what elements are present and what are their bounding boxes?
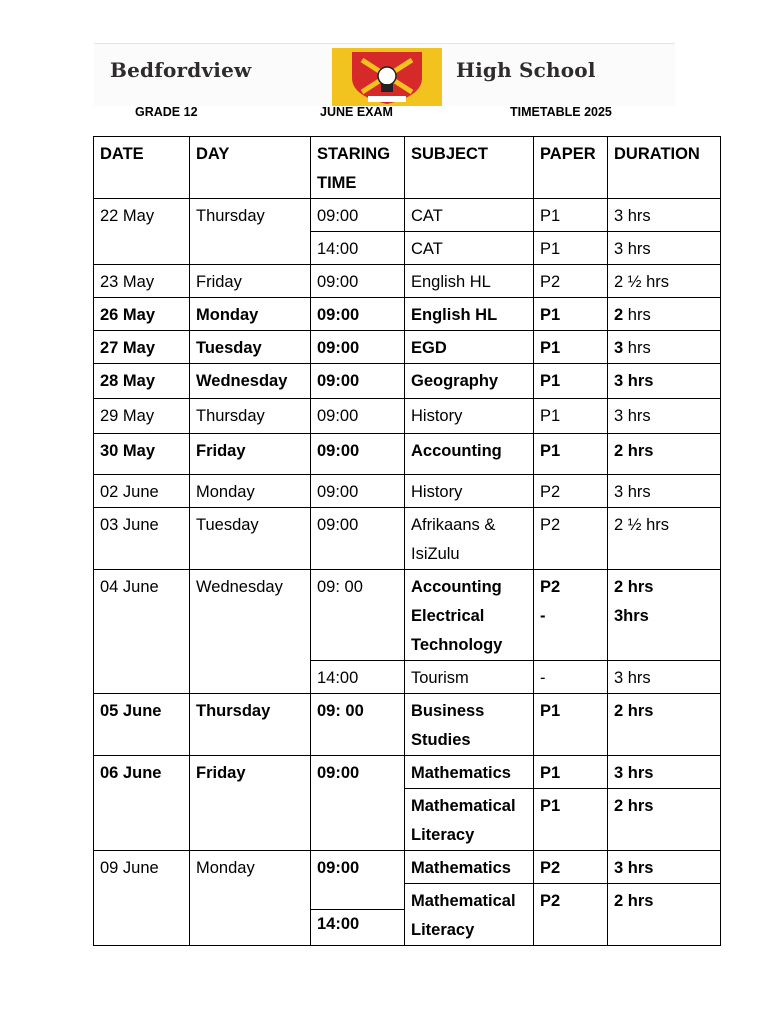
row-date: 05 June [94, 694, 190, 756]
row-time: 09:00 [311, 475, 405, 508]
header-day: DAY [190, 137, 311, 199]
row-subject [405, 694, 534, 756]
header-duration: DURATION [608, 137, 721, 199]
row-date: 29 May [94, 399, 190, 434]
row-day: Monday [190, 475, 311, 508]
header-time-line1: STARING [317, 145, 391, 163]
row-subject: History [405, 399, 534, 434]
row-duration: 2 hrs [608, 789, 721, 851]
time-slot-afternoon: 14:00 [317, 915, 360, 933]
row-paper: P1 [534, 298, 608, 331]
row-time: 09:00 [311, 434, 405, 475]
exam-timetable [93, 136, 721, 946]
row-day: Wednesday [190, 364, 311, 399]
row-day: Thursday [190, 399, 311, 434]
row-subject: History [405, 475, 534, 508]
table-row [94, 265, 721, 298]
table-row [94, 508, 721, 570]
row-duration: 3 hrs [608, 364, 721, 399]
row-paper: P1 [534, 694, 608, 756]
row-duration: 2 hrs [608, 694, 721, 756]
row-time: 14:00 [311, 232, 405, 265]
paper-line: - [540, 607, 546, 625]
header-paper: PAPER [534, 137, 608, 199]
row-time: 09:00 [311, 199, 405, 232]
subject-line: Mathematical [411, 892, 516, 910]
row-duration: 2 hrs [608, 884, 721, 946]
row-date: 26 May [94, 298, 190, 331]
row-duration: 3 hrs [608, 661, 721, 694]
row-date: 28 May [94, 364, 190, 399]
header-subject: SUBJECT [405, 137, 534, 199]
row-day: Friday [190, 434, 311, 475]
row-duration [608, 298, 721, 331]
row-date: 22 May [94, 199, 190, 265]
row-time: 09:00 [311, 399, 405, 434]
header-date: DATE [94, 137, 190, 199]
row-day: Monday [190, 851, 311, 946]
subject-line: Technology [411, 636, 503, 654]
row-time: 09: 00 [311, 694, 405, 756]
row-date: 09 June [94, 851, 190, 946]
row-paper [534, 570, 608, 661]
row-duration: 2 ½ hrs [608, 508, 721, 570]
row-subject: Geography [405, 364, 534, 399]
row-subject: English HL [405, 298, 534, 331]
row-day: Thursday [190, 694, 311, 756]
table-row [94, 298, 721, 331]
row-paper: P1 [534, 331, 608, 364]
row-time: 09:00 [311, 298, 405, 331]
row-subject: Mathematics [405, 756, 534, 789]
table-row [94, 364, 721, 399]
row-time: 09:00 [311, 364, 405, 399]
exam-label: JUNE EXAM [320, 105, 393, 119]
table-row [94, 475, 721, 508]
paper-line: P2 [540, 578, 561, 596]
row-day: Tuesday [190, 508, 311, 570]
header-time [311, 137, 405, 199]
row-time: 14:00 [311, 661, 405, 694]
row-subject: EGD [405, 331, 534, 364]
row-paper: P1 [534, 199, 608, 232]
table-row [94, 694, 721, 756]
time-slot-morning: 09:00 [311, 851, 404, 910]
grade-label: GRADE 12 [135, 105, 198, 119]
subject-line: Literacy [411, 921, 475, 939]
table-row [94, 199, 721, 232]
row-time: 09:00 [311, 508, 405, 570]
table-row [94, 434, 721, 475]
row-day: Wednesday [190, 570, 311, 694]
row-paper: P1 [534, 364, 608, 399]
school-name-left: Bedfordview [110, 58, 252, 82]
row-duration [608, 331, 721, 364]
row-duration [608, 570, 721, 661]
header-row [94, 137, 721, 199]
row-date: 30 May [94, 434, 190, 475]
row-day: Tuesday [190, 331, 311, 364]
row-time: 09:00 [311, 265, 405, 298]
row-day: Monday [190, 298, 311, 331]
row-paper: P1 [534, 232, 608, 265]
school-name-right: High School [456, 58, 596, 82]
row-time: 09: 00 [311, 570, 405, 661]
row-subject [405, 570, 534, 661]
row-day: Friday [190, 756, 311, 851]
header-time-line2: TIME [317, 174, 357, 192]
row-paper: P2 [534, 851, 608, 884]
row-paper: P2 [534, 265, 608, 298]
subject-line: Studies [411, 731, 471, 749]
duration-number: 3 [614, 339, 624, 357]
duration-line: 2 hrs [614, 578, 654, 596]
row-time [311, 851, 405, 946]
row-duration: 3 hrs [608, 199, 721, 232]
row-subject [405, 508, 534, 570]
subject-line: Afrikaans & [411, 516, 496, 534]
school-crest-logo [332, 48, 442, 106]
row-day: Thursday [190, 199, 311, 265]
timetable-label: TIMETABLE 2025 [510, 105, 612, 119]
duration-line: 3hrs [614, 607, 649, 625]
school-banner [94, 43, 675, 106]
row-day: Friday [190, 265, 311, 298]
row-subject: English HL [405, 265, 534, 298]
row-duration: 3 hrs [608, 399, 721, 434]
row-subject: Accounting [405, 434, 534, 475]
duration-unit: hrs [623, 306, 651, 324]
row-paper: P1 [534, 399, 608, 434]
row-paper: P1 [534, 434, 608, 475]
row-duration: 3 hrs [608, 475, 721, 508]
subject-line: IsiZulu [411, 545, 460, 563]
row-paper: - [534, 661, 608, 694]
row-paper: P1 [534, 789, 608, 851]
row-time: 09:00 [311, 756, 405, 851]
table-row [94, 399, 721, 434]
row-date: 06 June [94, 756, 190, 851]
row-date: 27 May [94, 331, 190, 364]
row-subject: CAT [405, 199, 534, 232]
row-date: 02 June [94, 475, 190, 508]
row-duration: 3 hrs [608, 851, 721, 884]
row-duration: 3 hrs [608, 756, 721, 789]
row-duration: 2 hrs [608, 434, 721, 475]
row-duration: 2 ½ hrs [608, 265, 721, 298]
subject-line: Accounting [411, 578, 502, 596]
row-paper: P2 [534, 884, 608, 946]
subject-line: Mathematical [411, 797, 516, 815]
row-date: 03 June [94, 508, 190, 570]
row-subject: Tourism [405, 661, 534, 694]
subject-line: Literacy [411, 826, 475, 844]
subject-line: Electrical [411, 607, 485, 625]
duration-unit: hrs [623, 339, 651, 357]
row-duration: 3 hrs [608, 232, 721, 265]
row-subject [405, 884, 534, 946]
subject-line: Business [411, 702, 485, 720]
row-date: 23 May [94, 265, 190, 298]
duration-number: 2 [614, 306, 624, 324]
table-row [94, 756, 721, 789]
row-paper: P2 [534, 508, 608, 570]
table-row [94, 851, 721, 884]
row-paper: P2 [534, 475, 608, 508]
row-time: 09:00 [311, 331, 405, 364]
row-subject [405, 789, 534, 851]
row-subject: CAT [405, 232, 534, 265]
row-date: 04 June [94, 570, 190, 694]
table-row [94, 331, 721, 364]
table-row [94, 570, 721, 661]
row-paper: P1 [534, 756, 608, 789]
row-subject: Mathematics [405, 851, 534, 884]
